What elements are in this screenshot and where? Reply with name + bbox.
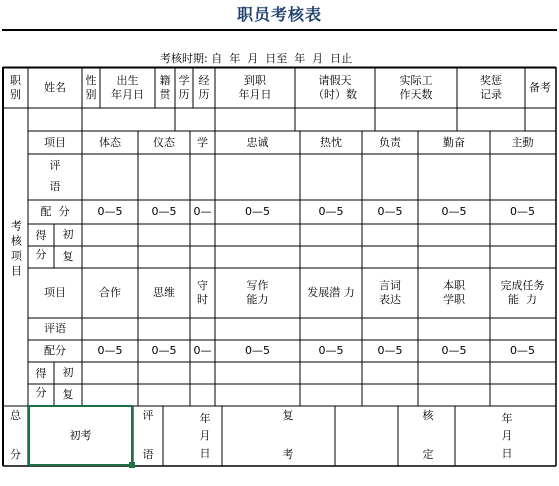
s2-score-4[interactable]: 0—5 bbox=[245, 344, 270, 358]
s2-item-2[interactable]: 思维 bbox=[153, 286, 175, 300]
s1-item-6[interactable]: 负责 bbox=[379, 136, 401, 150]
footer-date-1[interactable]: 年 月 日 bbox=[199, 412, 211, 460]
s2-item-6[interactable]: 言词 表达 bbox=[379, 279, 401, 306]
s1-score-2[interactable]: 0—5 bbox=[151, 205, 177, 219]
s1-comment-label[interactable]: 评 语 bbox=[49, 159, 61, 193]
s2-score-5[interactable]: 0—5 bbox=[318, 344, 344, 358]
s1-got-label[interactable]: 得 分 bbox=[35, 229, 47, 261]
header-zhi-bie[interactable]: 职 别 bbox=[10, 74, 21, 101]
s2-item-5[interactable]: 发展潜 力 bbox=[307, 286, 355, 300]
s1-item-label[interactable]: 项目 bbox=[44, 136, 66, 150]
s2-score-7[interactable]: 0—5 bbox=[441, 344, 467, 358]
fill-handle[interactable] bbox=[129, 462, 135, 468]
s2-first-label[interactable]: 初 bbox=[62, 366, 74, 380]
s2-item-4[interactable]: 写作 能力 bbox=[246, 279, 269, 306]
header-education[interactable]: 学 历 bbox=[178, 74, 190, 101]
s1-item-8[interactable]: 主動 bbox=[511, 136, 534, 150]
footer-review-top[interactable]: 复 bbox=[282, 409, 294, 423]
s1-score-4[interactable]: 0—5 bbox=[245, 205, 270, 219]
s1-score-8[interactable]: 0—5 bbox=[510, 205, 535, 219]
footer-approve-bottom[interactable]: 定 bbox=[422, 448, 434, 462]
s2-comment-label[interactable]: 评语 bbox=[44, 322, 66, 336]
footer-ping-bottom[interactable]: 语 bbox=[142, 448, 154, 462]
s1-score-label[interactable]: 配 分 bbox=[40, 205, 70, 219]
s1-score-7[interactable]: 0—5 bbox=[441, 205, 467, 219]
s2-item-3[interactable]: 守 时 bbox=[197, 279, 208, 306]
period-text: 自 年 月 日至 年 月 日止 bbox=[211, 52, 353, 65]
side-label-evaluation-items: 考核项目 bbox=[9, 220, 23, 280]
footer-total-top[interactable]: 总 bbox=[10, 409, 21, 423]
page-title: 职员考核表 bbox=[236, 5, 322, 24]
header-rewards[interactable]: 奖惩 记录 bbox=[480, 74, 502, 101]
s2-item-label[interactable]: 项目 bbox=[44, 286, 66, 300]
s2-repeat-label[interactable]: 复 bbox=[62, 388, 74, 402]
s2-score-8[interactable]: 0—5 bbox=[510, 344, 535, 358]
period-label: 考核时期: bbox=[160, 52, 208, 65]
s2-score-1[interactable]: 0—5 bbox=[97, 344, 123, 358]
s1-repeat-label[interactable]: 复 bbox=[62, 250, 74, 264]
header-name[interactable]: 姓名 bbox=[44, 81, 66, 95]
s1-item-7[interactable]: 勤奋 bbox=[443, 136, 465, 150]
footer-initial-review[interactable]: 初考 bbox=[69, 429, 92, 443]
header-remarks[interactable]: 备考 bbox=[529, 81, 551, 95]
s2-got-label[interactable]: 得 分 bbox=[35, 367, 47, 399]
s2-item-7[interactable]: 本职 学职 bbox=[443, 279, 465, 306]
s1-score-5[interactable]: 0—5 bbox=[318, 205, 344, 219]
footer-ping-top[interactable]: 评 bbox=[142, 409, 154, 423]
s2-score-label[interactable]: 配分 bbox=[44, 344, 66, 358]
s2-item-1[interactable]: 合作 bbox=[99, 286, 121, 300]
s2-item-8[interactable]: 完成任务 能 力 bbox=[500, 279, 545, 306]
footer-total-bottom[interactable]: 分 bbox=[10, 448, 21, 462]
footer-date-2[interactable]: 年 月 日 bbox=[501, 412, 513, 460]
selected-cell-outline bbox=[28, 405, 133, 466]
header-gender[interactable]: 性 别 bbox=[85, 74, 97, 101]
s2-score-6[interactable]: 0—5 bbox=[377, 344, 403, 358]
s1-item-4[interactable]: 忠诚 bbox=[246, 136, 269, 150]
s1-item-3[interactable]: 学 bbox=[197, 136, 208, 150]
s1-first-label[interactable]: 初 bbox=[62, 228, 74, 242]
header-join-date[interactable]: 到职 年月日 bbox=[238, 74, 272, 101]
s1-item-5[interactable]: 热忱 bbox=[320, 136, 342, 150]
footer-review-bottom[interactable]: 考 bbox=[282, 448, 294, 462]
header-experience[interactable]: 经 历 bbox=[198, 74, 210, 101]
s2-score-3[interactable]: 0— bbox=[193, 344, 212, 358]
s1-item-1[interactable]: 体态 bbox=[99, 136, 121, 150]
footer-approve-top[interactable]: 核 bbox=[422, 409, 434, 423]
header-native-place[interactable]: 籍 贯 bbox=[159, 74, 171, 101]
header-leave-days[interactable]: 请假天 （时）数 bbox=[313, 74, 357, 101]
s1-score-3[interactable]: 0— bbox=[193, 205, 212, 219]
header-birth[interactable]: 出生 年月日 bbox=[111, 74, 144, 101]
s1-score-1[interactable]: 0—5 bbox=[97, 205, 123, 219]
s1-item-2[interactable]: 仪态 bbox=[153, 136, 175, 150]
s2-score-2[interactable]: 0—5 bbox=[151, 344, 177, 358]
header-work-days[interactable]: 实际工 作天数 bbox=[399, 74, 433, 101]
s1-score-6[interactable]: 0—5 bbox=[377, 205, 403, 219]
